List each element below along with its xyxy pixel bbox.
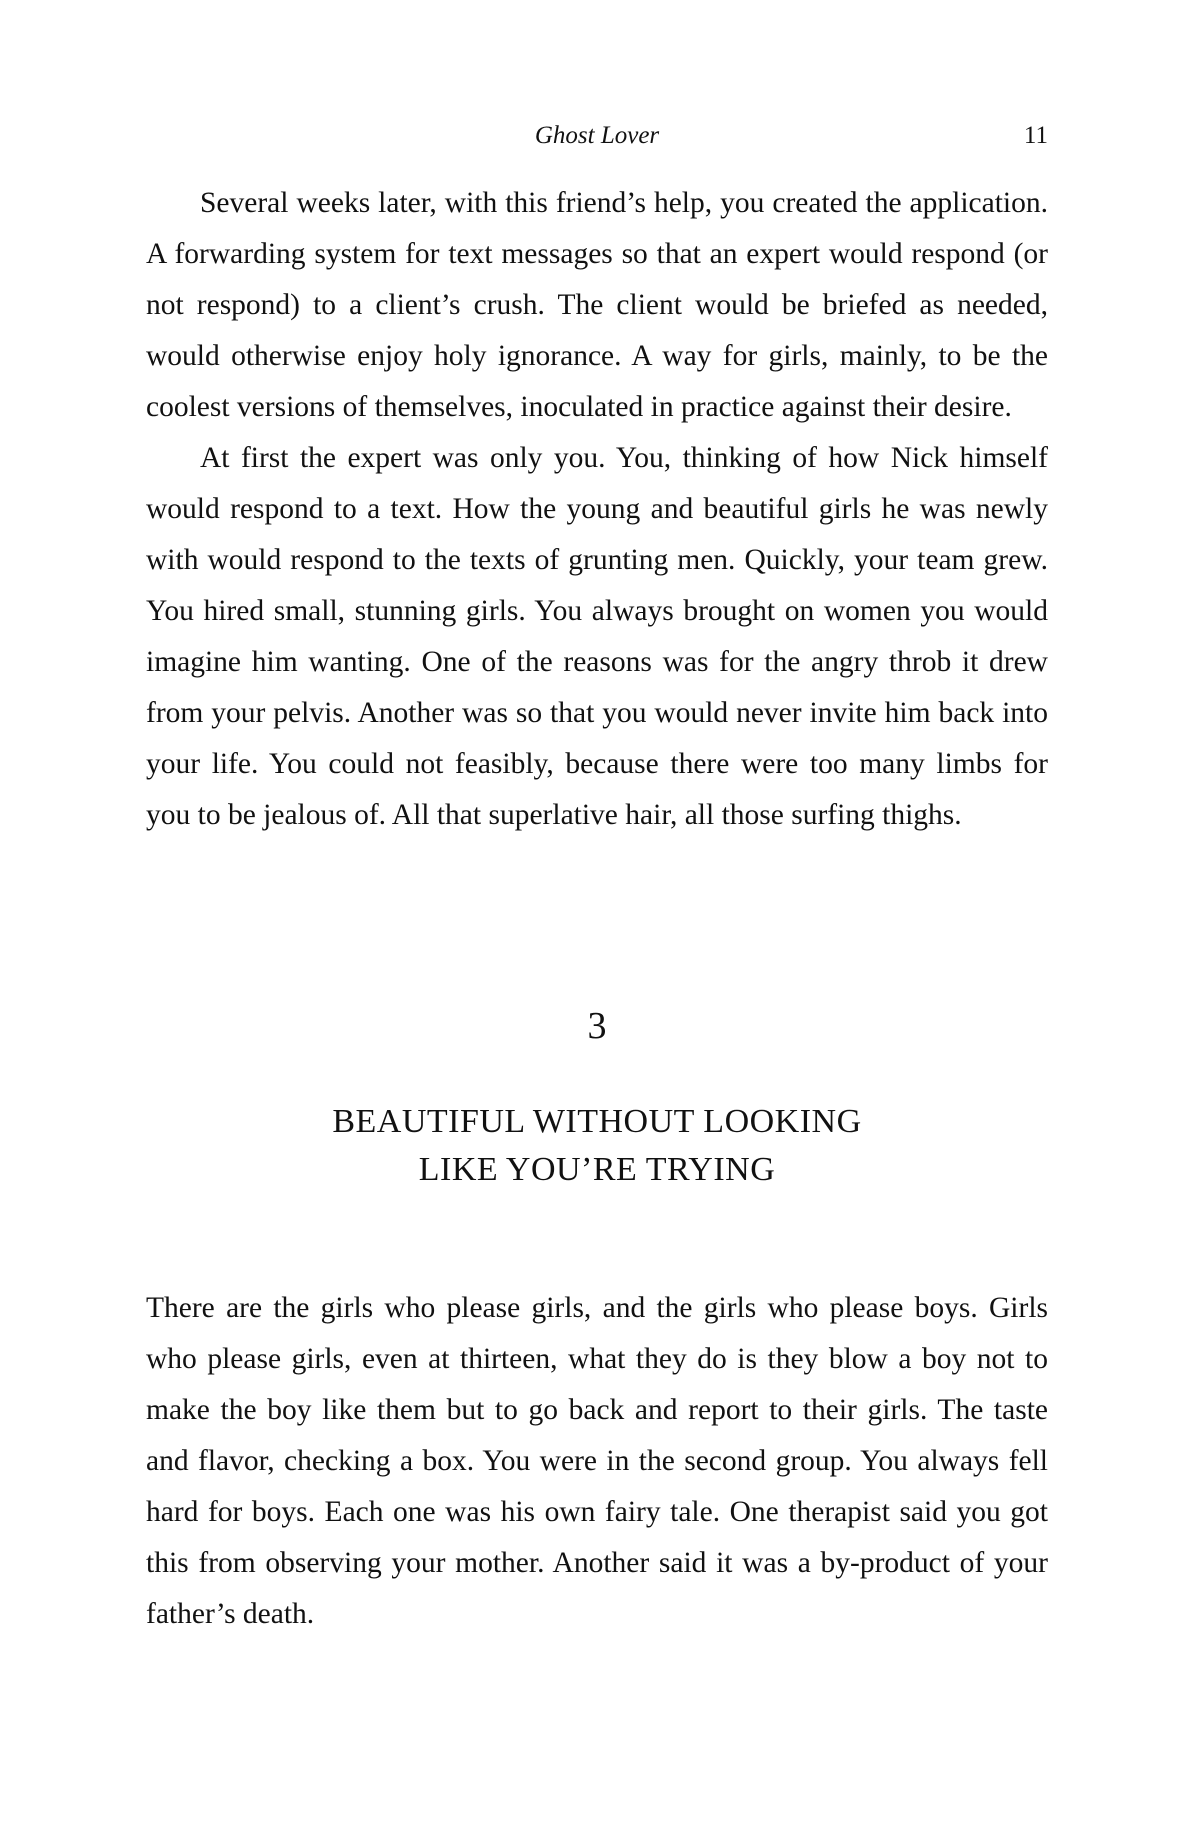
paragraph: There are the girls who please girls, and the girls who please boys. Girls who please girls, even at thirteen, what they do is they blow a boy not to make the boy like them but to go back and report to their girls. The taste and flavor, checking a box. You were in the second group. You always fell hard for boys. Each one was his own fairy tale. One therapist said you got this from observing your mother. Another said it was a by-product of your father’s death. (146, 1292, 1048, 1630)
running-title: Ghost Lover (534, 122, 660, 149)
page-number: 11 (1023, 122, 1048, 149)
paragraph: Several weeks later, with this friend’s help, you created the application. A forwarding system for text messages so that an expert would respond (or not respond) to a client’s crush. The client would be briefed as needed, would otherwise enjoy holy ignorance. A way for girls, mainly, to be the coolest versions of themselves, inoculated in practice against their desire. (146, 187, 1048, 423)
paragraph: At first the expert was only you. You, thinking of how Nick himself would respond to a text. How the young and beautiful girls he was newly with would respond to the texts of grunting men. Quickly, your team grew. You hired small, stunning girls. You always brought on women you would imagine him wanting. One of the reasons was for the angry throb it drew from your pelvis. Another was so that you would never invite him back into your life. You could not feasibly, because there were too many limbs for you to be jealous of. All that superlative hair, all those surfing thighs. (146, 442, 1048, 831)
chapter-title-line: LIKE YOU’RE TRYING (418, 1151, 776, 1188)
chapter-title-line: BEAUTIFUL WITHOUT LOOKING (332, 1103, 862, 1140)
body-text-top (146, 178, 1048, 841)
running-head (146, 118, 1048, 154)
chapter-number: 3 (587, 1005, 607, 1047)
body-text-bottom (146, 1283, 1048, 1640)
chapter-title (146, 1098, 1048, 1194)
